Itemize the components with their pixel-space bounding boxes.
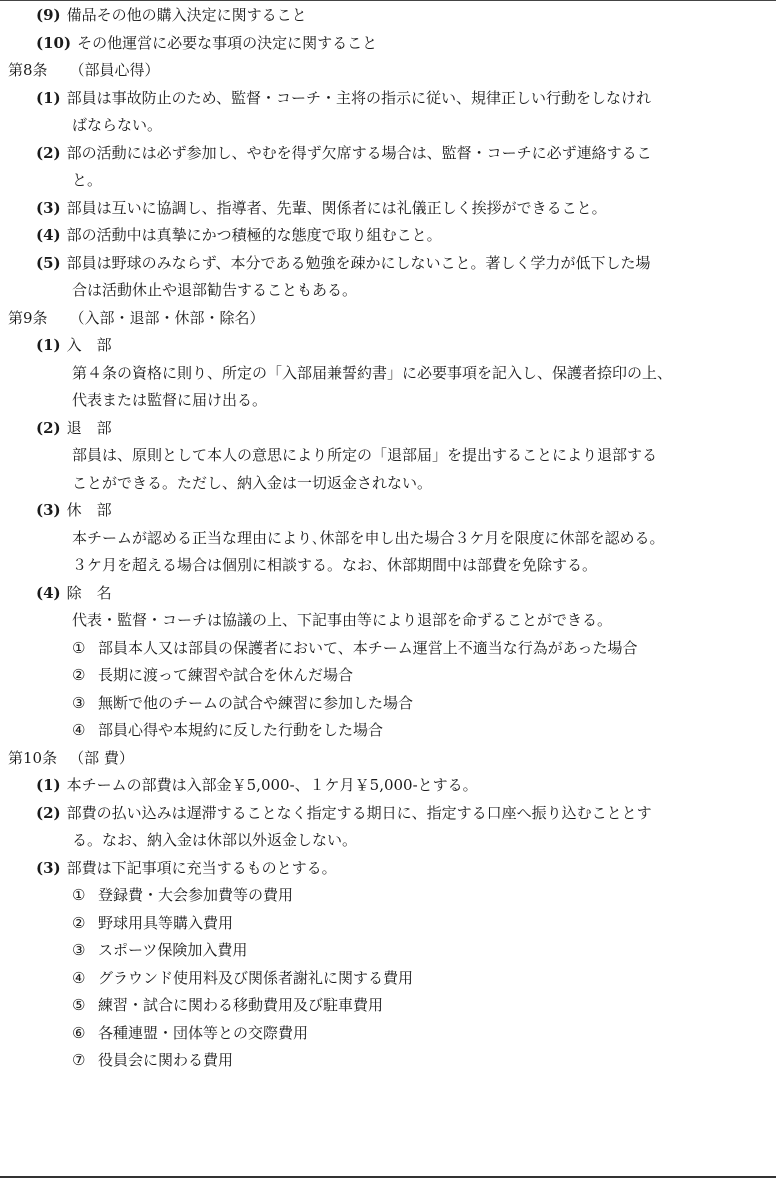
- line-text: 入 部: [66, 336, 112, 354]
- line-text: る。なお、納入金は休部以外返金しない。: [72, 831, 358, 849]
- line-text: ３ケ月を超える場合は個別に相談する。なお、休部期間中は部費を免除する。: [72, 556, 598, 574]
- line-text: 休 部: [66, 501, 112, 519]
- document-line: [8, 690, 753, 718]
- line-text: 合は活動休止や退部勧告することもある。: [72, 281, 358, 299]
- line-text: 本チームの部費は入部金￥5,000-、１ケ月￥5,000-とする。: [66, 776, 478, 794]
- line-text: 部員本人又は部員の保護者において、本チーム運営上不適当な行為があった場合: [98, 638, 638, 657]
- line-text: グラウンド使用料及び関係者謝礼に関する費用: [98, 968, 414, 987]
- document-line: [8, 387, 753, 415]
- clause-number: (9): [36, 6, 61, 24]
- document-line: [8, 745, 753, 773]
- article-number: 第10条: [8, 748, 58, 767]
- clause-number: (1): [36, 88, 61, 107]
- document-line: [8, 937, 753, 965]
- article-number: 第8条: [8, 61, 48, 79]
- line-text: 本チームが認める正当な理由により､休部を申し出た場合３ケ月を限度に休部を認める。: [72, 528, 665, 547]
- document-line: [8, 30, 753, 58]
- clause-number: (1): [36, 336, 61, 354]
- line-text: 部員は、原則として本人の意思により所定の「退部届」を提出することにより退部する: [72, 446, 658, 464]
- clause-number: (3): [36, 858, 61, 877]
- document-line: [8, 470, 753, 498]
- bottom-rule: [0, 1176, 776, 1178]
- line-text: （部 費）: [69, 748, 134, 767]
- document-line: [8, 1047, 753, 1075]
- line-text: 部の活動には必ず参加し、やむを得ず欠席する場合は、監督・コーチに必ず連絡するこ: [66, 143, 652, 162]
- clause-number: (5): [36, 253, 61, 272]
- document-line: [8, 552, 753, 580]
- document-line: [8, 415, 753, 443]
- document-line: [8, 195, 753, 223]
- document-line: [8, 580, 753, 608]
- article-number: 第9条: [8, 308, 48, 327]
- document-line: [8, 607, 753, 635]
- item-marker: ④: [72, 721, 86, 739]
- line-text: 部員心得や本規約に反した行動をした場合: [98, 721, 384, 739]
- document-line: [8, 277, 753, 305]
- clause-number: (4): [36, 226, 61, 244]
- item-marker: ②: [72, 913, 86, 932]
- document-line: [8, 250, 753, 278]
- line-text: ことができる。ただし、納入金は一切返金されない。: [72, 473, 433, 492]
- line-text: （部員心得）: [69, 61, 160, 79]
- document-line: [8, 635, 753, 663]
- item-marker: ②: [72, 666, 86, 684]
- document-line: [8, 112, 753, 140]
- document-line: [8, 855, 753, 883]
- item-marker: ①: [72, 638, 86, 657]
- document-line: [8, 57, 753, 85]
- line-text: （入部・退部・休部・除名）: [69, 308, 265, 327]
- line-text: 備品その他の購入決定に関すること: [66, 6, 307, 24]
- line-text: 代表または監督に届け出る。: [72, 391, 268, 409]
- line-text: と。: [72, 171, 103, 189]
- item-marker: ③: [72, 941, 86, 959]
- document-line: [8, 882, 753, 910]
- clause-number: (2): [36, 418, 61, 437]
- document-line: [8, 222, 753, 250]
- item-marker: ①: [72, 886, 86, 904]
- clause-number: (2): [36, 803, 61, 822]
- regulation-document: [8, 2, 753, 1075]
- line-text: 退 部: [66, 418, 112, 437]
- clause-number: (3): [36, 198, 61, 217]
- line-text: 野球用具等購入費用: [98, 913, 234, 932]
- line-text: 部員は野球のみならず、本分である勉強を疎かにしないこと。著しく学力が低下した場: [66, 253, 651, 272]
- document-line: [8, 1020, 753, 1048]
- document-line: [8, 525, 753, 553]
- line-text: 長期に渡って練習や試合を休んだ場合: [98, 666, 354, 684]
- line-text: 部の活動中は真摯にかつ積極的な態度で取り組むこと。: [66, 226, 442, 244]
- document-line: [8, 360, 753, 388]
- document-line: [8, 2, 753, 30]
- item-marker: ③: [72, 693, 86, 712]
- line-text: 各種連盟・団体等との交際費用: [98, 1023, 309, 1042]
- line-text: 部費は下記事項に充当するものとする。: [66, 858, 337, 877]
- top-rule: [0, 0, 776, 1]
- line-text: 部員は事故防止のため、監督・コーチ・主将の指示に従い、規律正しい行動をしなけれ: [66, 88, 652, 107]
- line-text: ばならない。: [72, 116, 163, 134]
- clause-number: (1): [36, 776, 61, 794]
- document-line: [8, 965, 753, 993]
- document-line: [8, 772, 753, 800]
- document-line: [8, 140, 753, 168]
- clause-number: (4): [36, 583, 61, 602]
- document-line: [8, 305, 753, 333]
- line-text: スポーツ保険加入費用: [98, 941, 248, 959]
- document-line: [8, 992, 753, 1020]
- clause-number: (3): [36, 501, 61, 519]
- line-text: 部費の払い込みは遅滞することなく指定する期日に、指定する口座へ振り込むこととす: [66, 803, 652, 822]
- document-line: [8, 497, 753, 525]
- line-text: その他運営に必要な事項の決定に関すること: [77, 33, 378, 52]
- line-text: 部員は互いに協調し、指導者、先輩、関係者には礼儀正しく挨拶ができること。: [66, 198, 607, 217]
- line-text: 練習・試合に関わる移動費用及び駐車費用: [98, 996, 384, 1014]
- line-text: 代表・監督・コーチは協議の上、下記事由等により退部を命ずることができる。: [72, 611, 613, 629]
- item-marker: ⑤: [72, 996, 86, 1014]
- document-line: [8, 332, 753, 360]
- item-marker: ⑦: [72, 1051, 86, 1069]
- document-line: [8, 827, 753, 855]
- document-line: [8, 442, 753, 470]
- line-text: 第４条の資格に則り、所定の「入部届兼誓約書」に必要事項を記入し、保護者捺印の上、: [72, 363, 673, 382]
- clause-number: (2): [36, 143, 61, 162]
- document-line: [8, 717, 753, 745]
- item-marker: ⑥: [72, 1023, 86, 1042]
- document-line: [8, 910, 753, 938]
- clause-number: (10): [36, 33, 72, 52]
- line-text: 除 名: [66, 583, 112, 602]
- document-line: [8, 662, 753, 690]
- line-text: 登録費・大会参加費等の費用: [98, 886, 294, 904]
- document-line: [8, 800, 753, 828]
- document-line: [8, 85, 753, 113]
- document-line: [8, 167, 753, 195]
- line-text: 役員会に関わる費用: [98, 1051, 234, 1069]
- line-text: 無断で他のチームの試合や練習に参加した場合: [98, 693, 414, 712]
- item-marker: ④: [72, 968, 86, 987]
